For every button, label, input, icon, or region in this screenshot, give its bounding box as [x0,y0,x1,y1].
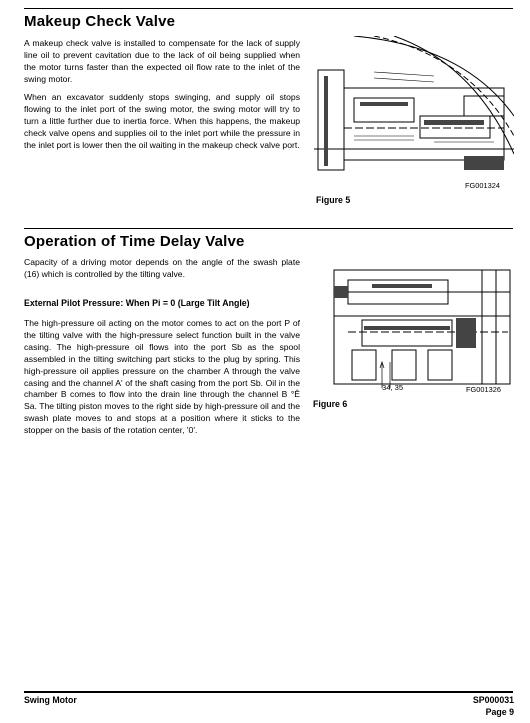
section-rule-top [24,8,513,9]
footer-rule [24,691,513,693]
figure-5-id: FG001324 [465,181,500,190]
tilting-valve-cross-section [332,256,514,388]
footer-title: Swing Motor [24,695,77,705]
paragraph-time-delay-intro: Capacity of a driving motor depends on the angle of the swash plate (16) which is controlled by the tilting valve. [24,257,300,279]
footer-page-number: Page 9 [485,707,514,717]
footer-doc-number: SP000031 [472,695,514,705]
figure-6-callout: 34, 35 [382,383,404,392]
paragraph-makeup-2: When an excavator suddenly stops swinging, and supply oil stops flowing to the inlet port of the swing motor, the swing motor will try to turn a little further due to inertia force. When this happens, the makeup check valve opens and supplies oil to the inlet port while the pressure in the inlet port is lower then the oil waiting in the makeup check valve port. [24,92,300,150]
section-rule-mid [24,228,513,229]
figure-6-caption: Figure 6 [313,399,348,409]
figure-6-drawing [332,256,514,388]
figure-6-id: FG001326 [466,385,501,394]
paragraph-time-delay-body: The high-pressure oil acting on the motor comes to act on the port P of the tilting valve with the high-pressure select function built in the valve casing. The high-pressure oil flows into the port Sb as the spool assembled in the tilting switching part sticks to the plug by spring. This high-pressure oil applies pressure on the chamber A through the valve casing and the channel A' of the shaft casing from the port Sb. Oil in the chamber B comes to flow into the drain line through the channel B °Ê Sa. The tilting piston moves to the right side by high-pressure oil and the swash plate moves to and stops at a position where it sticks to the stopper on the basis of the rotation center, '0'. [24,318,300,436]
section-title-makeup-check-valve: Makeup Check Valve [24,13,176,30]
section-title-time-delay-valve: Operation of Time Delay Valve [24,233,245,250]
figure-5-caption: Figure 5 [316,195,351,205]
figure-5-drawing [314,36,514,176]
subheading-external-pilot: External Pilot Pressure: When Pi = 0 (Large Tilt Angle) [24,298,250,308]
makeup-valve-cross-section [314,36,514,176]
paragraph-makeup-1: A makeup check valve is installed to compensate for the lack of supply line oil to prevent cavitation due to the lack of oil being supplied when the motor turns faster than the expected oil flow rate to the inlet of the swing motor. [24,38,300,84]
